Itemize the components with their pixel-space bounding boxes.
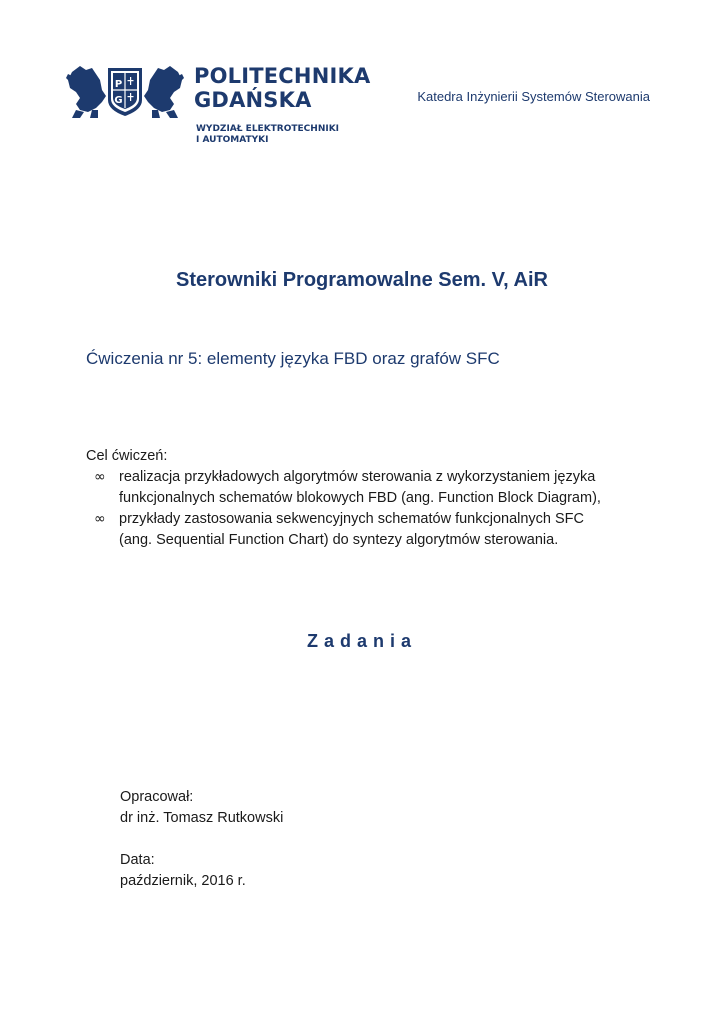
infinity-bullet-icon: ∞ <box>94 469 106 485</box>
document-title: Sterowniki Programowalne Sem. V, AiR <box>176 269 548 291</box>
infinity-bullet-icon: ∞ <box>94 511 106 527</box>
faculty-name <box>196 124 339 146</box>
goals-heading: Cel ćwiczeń: <box>86 448 168 464</box>
university-crest-icon <box>66 62 184 120</box>
author-block <box>120 787 283 829</box>
university-name-line1: POLITECHNIKA <box>194 64 371 88</box>
goal-item-line: (ang. Sequential Function Chart) do syntezy algorytmów sterowania. <box>119 532 559 548</box>
faculty-name-line1: WYDZIAŁ ELEKTROTECHNIKI <box>196 124 340 134</box>
author-label: Opracował: <box>120 789 194 805</box>
goal-item <box>86 467 666 509</box>
goals-section <box>86 446 666 551</box>
goal-item <box>86 509 666 551</box>
department-name: Katedra Inżynierii Systemów Sterowania <box>417 89 650 104</box>
date-block <box>120 850 246 892</box>
university-name <box>194 64 370 112</box>
goal-item-line: realizacja przykładowych algorytmów sterowania z wykorzystaniem języka <box>119 469 596 485</box>
university-name-line2: GDAŃSKA <box>194 88 312 112</box>
date-value: październik, 2016 r. <box>120 873 246 889</box>
goal-item-line: funkcjonalnych schematów blokowych FBD (ang. Function Block Diagram), <box>119 490 601 506</box>
university-logo <box>66 58 371 150</box>
author-name: dr inż. Tomasz Rutkowski <box>120 810 284 826</box>
shield-letter-g: G <box>114 95 123 106</box>
exercise-subtitle: Ćwiczenia nr 5: elementy języka FBD oraz grafów SFC <box>86 349 500 368</box>
faculty-name-line2: I AUTOMATYKI <box>196 135 269 145</box>
date-label: Data: <box>120 852 155 868</box>
tasks-heading: Zadania <box>306 631 418 651</box>
goal-item-line: przykłady zastosowania sekwencyjnych schematów funkcjonalnych SFC <box>119 511 585 527</box>
shield-letter-p: P <box>114 79 123 90</box>
